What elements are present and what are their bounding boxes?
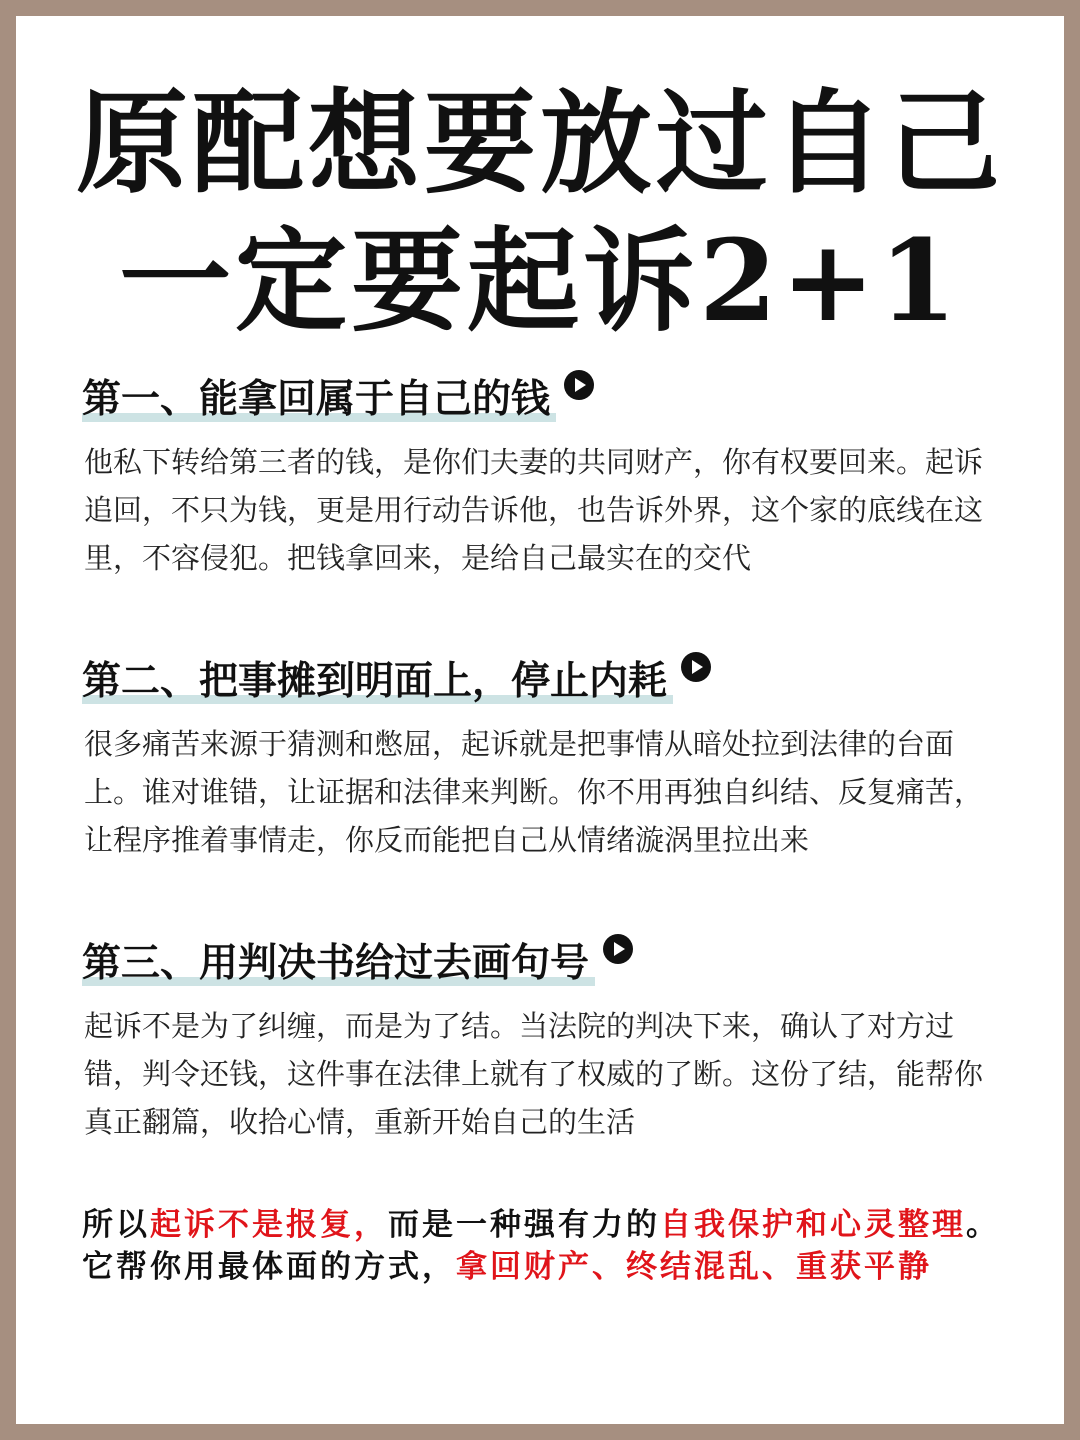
section-3-heading bbox=[82, 934, 633, 988]
arrow-right-circle-icon bbox=[603, 934, 633, 964]
summary-highlight-3: 拿回财产、终结混乱、重获平静 bbox=[456, 1249, 932, 1285]
section-3-body: 起诉不是为了纠缠，而是为了结。当法院的判决下来，确认了对方过错，判令还钱，这件事在法律上就有了权威的了断。这份了结，能帮你真正翻篇，收拾心情，重新开始自己的生活 bbox=[84, 1009, 984, 1139]
summary-paragraph bbox=[82, 1204, 1002, 1288]
section-2-heading bbox=[82, 652, 711, 706]
summary-text-1: 所以 bbox=[82, 1207, 150, 1243]
section-2-body: 很多痛苦来源于猜测和憋屈，起诉就是把事情从暗处拉到法律的台面上。谁对谁错，让证据和法律来判断。你不用再独自纠结、反复痛苦，让程序推着事情走，你反而能把自己从情绪漩涡里拉出来 bbox=[84, 727, 984, 857]
content-card bbox=[16, 16, 1064, 1424]
section-1-body: 他私下转给第三者的钱，是你们夫妻的共同财产，你有权要回来。起诉追回，不只为钱，更是用行动告诉他，也告诉外界，这个家的底线在这里，不容侵犯。把钱拿回来，是给自己最实在的交代 bbox=[84, 445, 984, 575]
section-1-heading bbox=[82, 370, 594, 424]
page-title-line-1: 原配想要放过自己 bbox=[76, 78, 1004, 209]
arrow-right-circle-icon bbox=[681, 652, 711, 682]
summary-text-3: 。它帮你用最体面的方式， bbox=[82, 1207, 1000, 1285]
page-title-line-2: 一定要起诉2+1 bbox=[119, 216, 961, 347]
summary-text-2: 而是一种强有力的 bbox=[388, 1207, 660, 1243]
summary-highlight-2: 自我保护和心灵整理 bbox=[660, 1207, 966, 1243]
section-3-heading-text: 第三、用判决书给过去画句号 bbox=[82, 940, 595, 986]
section-1-heading-text: 第一、能拿回属于自己的钱 bbox=[82, 376, 556, 422]
summary-highlight-1: 起诉不是报复， bbox=[150, 1207, 388, 1243]
arrow-right-circle-icon bbox=[564, 370, 594, 400]
section-2-heading-text: 第二、把事摊到明面上，停止内耗 bbox=[82, 658, 673, 704]
